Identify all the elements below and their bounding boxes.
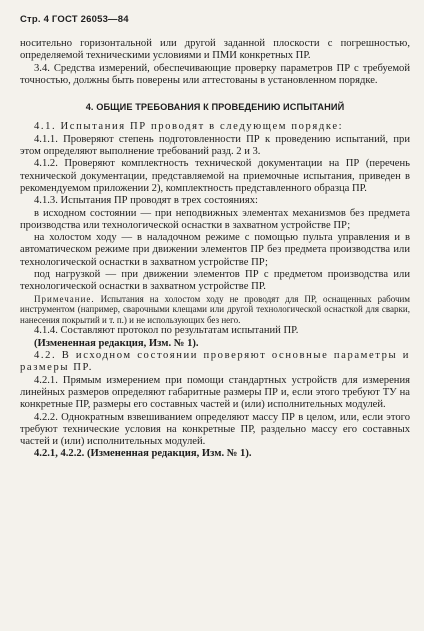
document-body [20, 38, 410, 461]
revision-note-4-1-4: (Измененная редакция, Изм. № 1). [34, 337, 199, 349]
revision-note-4-2: 4.2.1, 4.2.2. (Измененная редакция, Изм. № 1). [34, 448, 252, 460]
paragraph-continuation: носительно горизонтальной или другой заданной плоскости с погрешностью, определяемой техническими условиями и ПМИ конкретных ПР. [20, 38, 410, 62]
paragraph-4-2-1: 4.2.1. Прямым измерением при помощи стандартных устройств для измерения линейных размеров определяют габаритные размеры ПР и, если этого требуют ТУ на конкретные ПР, размеры его составных частей и (или) исполнительных модулей. [20, 374, 410, 411]
paragraph-4-2-2: 4.2.2. Однократным взвешиванием определяют массу ПР в целом, или, если этого требуют технические условия на конкретные ПР, раздельно массу его составных частей и (или) исполнительных модулей. [20, 411, 410, 448]
paragraph-4-1-3: 4.1.3. Испытания ПР проводят в трех состояниях: [34, 195, 258, 207]
note [20, 294, 410, 326]
paragraph-4-1: 4.1. Испытания ПР проводят в следующем порядке: [34, 121, 344, 133]
state-load: под нагрузкой — при движении элементов ПР с предметом производства или технологической оснастки в захватном устройстве ПР. [20, 269, 410, 293]
paragraph-4-1-2: 4.1.2. Проверяют комплектность технической документации на ПР (перечень технической документации, представляемой на приемочные испытания, приведен в рекомендуемом приложении 2), комплектность представленного образца ПР. [20, 158, 410, 194]
paragraph-3-4: 3.4. Средства измерений, обеспечивающие проверку параметров ПР с требуемой точностью, должны быть поверены или аттестованы в установленном порядке. [20, 62, 410, 86]
paragraph-4-1-4: 4.1.4. Составляют протокол по результатам испытаний ПР. [34, 325, 299, 337]
paragraph-4-1-1: 4.1.1. Проверяют степень подготовленности ПР к проведению испытаний, при этом определяют выполнение требований разд. 2 и 3. [20, 133, 410, 158]
state-initial: в исходном состоянии — при неподвижных элементах механизмов без предмета производства или технологической оснастки в захватном устройстве ПР; [20, 207, 410, 231]
page-header: Стр. 4 ГОСТ 26053—84 [20, 14, 129, 25]
paragraph-4-2: 4.2. В исходном состоянии проверяют основные параметры и размеры ПР. [20, 350, 410, 374]
state-idle: на холостом ходу — в наладочном режиме с помощью пульта управления и в автоматическом режиме при движении элементов ПР без предмета производства или технологической оснастки в захватном устройстве ПР; [20, 232, 410, 268]
section-title: 4. ОБЩИЕ ТРЕБОВАНИЯ К ПРОВЕДЕНИЮ ИСПЫТАНИЙ [85, 102, 345, 113]
note-text: Испытания на холостом ходу не проводят для ПР, оснащенных рабочим инструментом (например, сварочными клещами или другой технологической оснасткой для сварки, нанесения покрытий и т. п.) и не использующих без него. [20, 293, 410, 325]
note-label: Примечание. [34, 293, 95, 304]
